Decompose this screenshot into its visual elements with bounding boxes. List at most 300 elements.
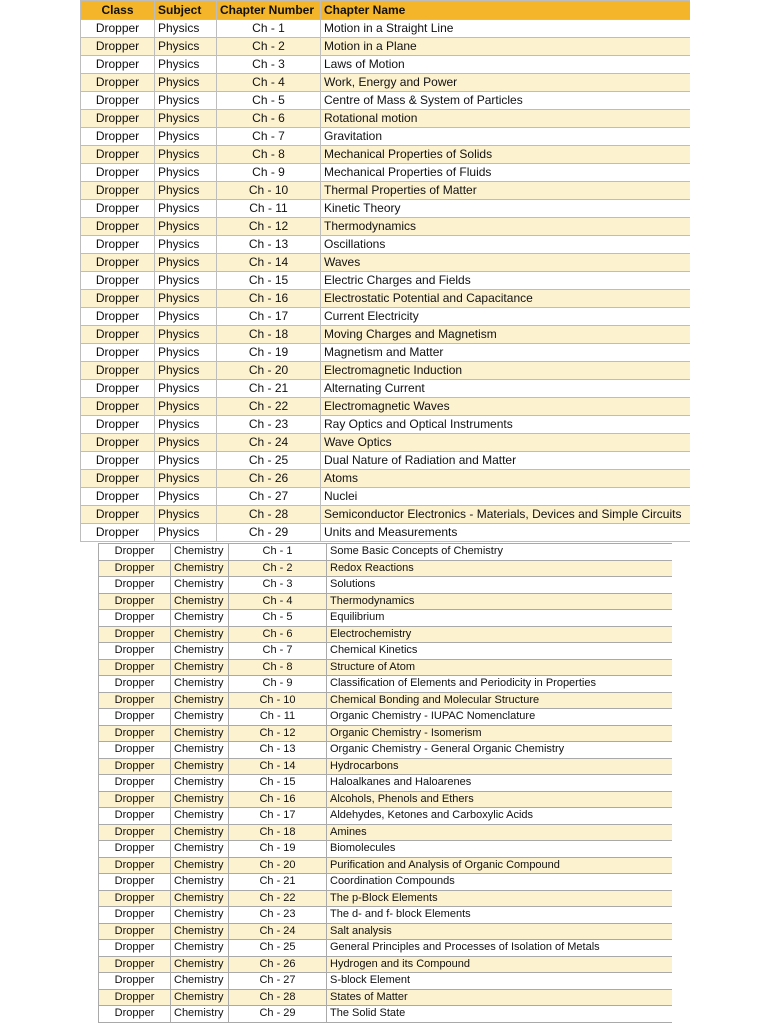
- cell-chapter-number: Ch - 2: [229, 560, 327, 577]
- cell-subject: Chemistry: [171, 610, 229, 627]
- cell-chapter-name: Salt analysis: [327, 923, 673, 940]
- cell-chapter-number: Ch - 23: [217, 416, 321, 434]
- cell-subject: Chemistry: [171, 956, 229, 973]
- cell-chapter-number: Ch - 3: [229, 577, 327, 594]
- cell-chapter-name: Chemical Kinetics: [327, 643, 673, 660]
- cell-subject: Physics: [155, 524, 217, 542]
- table-row: [99, 824, 673, 841]
- cell-class: Dropper: [99, 626, 171, 643]
- table-row: [81, 128, 691, 146]
- header-row: [81, 1, 691, 20]
- cell-chapter-name: Structure of Atom: [327, 659, 673, 676]
- cell-chapter-number: Ch - 14: [229, 758, 327, 775]
- cell-chapter-name: Aldehydes, Ketones and Carboxylic Acids: [327, 808, 673, 825]
- cell-chapter-name: Organic Chemistry - General Organic Chemistry: [327, 742, 673, 759]
- cell-subject: Chemistry: [171, 775, 229, 792]
- cell-subject: Physics: [155, 200, 217, 218]
- physics-chapter-table: [80, 0, 690, 544]
- cell-subject: Physics: [155, 488, 217, 506]
- table-row: [99, 626, 673, 643]
- chemistry-table: [98, 543, 672, 1023]
- cell-chapter-name: Laws of Motion: [321, 56, 691, 74]
- header-chapter-number: Chapter Number: [217, 1, 321, 20]
- cell-chapter-name: Hydrocarbons: [327, 758, 673, 775]
- cell-class: Dropper: [81, 236, 155, 254]
- cell-class: Dropper: [81, 38, 155, 56]
- cell-class: Dropper: [99, 874, 171, 891]
- cell-chapter-number: Ch - 1: [229, 544, 327, 561]
- cell-subject: Physics: [155, 416, 217, 434]
- chemistry-chapter-table: [98, 543, 672, 1024]
- cell-subject: Physics: [155, 182, 217, 200]
- table-row: [99, 1006, 673, 1023]
- cell-subject: Physics: [155, 506, 217, 524]
- cell-class: Dropper: [81, 434, 155, 452]
- cell-chapter-number: Ch - 21: [217, 380, 321, 398]
- cell-subject: Chemistry: [171, 643, 229, 660]
- cell-class: Dropper: [99, 758, 171, 775]
- table-row: [81, 236, 691, 254]
- table-row: [81, 326, 691, 344]
- cell-chapter-number: Ch - 7: [229, 643, 327, 660]
- cell-chapter-number: Ch - 3: [217, 56, 321, 74]
- cell-chapter-name: Units and Measurements: [321, 524, 691, 542]
- cell-subject: Physics: [155, 164, 217, 182]
- table-row: [99, 857, 673, 874]
- table-row: [81, 164, 691, 182]
- cell-chapter-name: Classification of Elements and Periodicity in Properties: [327, 676, 673, 693]
- cell-chapter-name: Electrochemistry: [327, 626, 673, 643]
- cell-subject: Chemistry: [171, 593, 229, 610]
- cell-subject: Physics: [155, 380, 217, 398]
- cell-subject: Chemistry: [171, 890, 229, 907]
- cell-subject: Physics: [155, 308, 217, 326]
- cell-chapter-number: Ch - 16: [217, 290, 321, 308]
- cell-chapter-number: Ch - 14: [217, 254, 321, 272]
- cell-subject: Chemistry: [171, 577, 229, 594]
- cell-chapter-number: Ch - 15: [229, 775, 327, 792]
- cell-chapter-number: Ch - 5: [229, 610, 327, 627]
- table-row: [81, 506, 691, 524]
- cell-chapter-number: Ch - 19: [217, 344, 321, 362]
- cell-subject: Chemistry: [171, 709, 229, 726]
- table-row: [99, 989, 673, 1006]
- cell-chapter-name: The p-Block Elements: [327, 890, 673, 907]
- cell-chapter-name: Thermodynamics: [327, 593, 673, 610]
- cell-chapter-name: Redox Reactions: [327, 560, 673, 577]
- table-row: [99, 659, 673, 676]
- cell-subject: Physics: [155, 362, 217, 380]
- cell-chapter-number: Ch - 23: [229, 907, 327, 924]
- cell-chapter-number: Ch - 18: [229, 824, 327, 841]
- cell-chapter-name: States of Matter: [327, 989, 673, 1006]
- cell-chapter-number: Ch - 29: [217, 524, 321, 542]
- table-row: [81, 56, 691, 74]
- cell-chapter-name: Solutions: [327, 577, 673, 594]
- cell-chapter-name: Amines: [327, 824, 673, 841]
- cell-subject: Chemistry: [171, 725, 229, 742]
- cell-chapter-name: Haloalkanes and Haloarenes: [327, 775, 673, 792]
- cell-chapter-number: Ch - 7: [217, 128, 321, 146]
- cell-chapter-name: Semiconductor Electronics - Materials, Devices and Simple Circuits: [321, 506, 691, 524]
- cell-chapter-number: Ch - 19: [229, 841, 327, 858]
- cell-class: Dropper: [81, 362, 155, 380]
- cell-class: Dropper: [81, 326, 155, 344]
- cell-subject: Physics: [155, 38, 217, 56]
- cell-chapter-number: Ch - 28: [217, 506, 321, 524]
- cell-chapter-name: Organic Chemistry - Isomerism: [327, 725, 673, 742]
- cell-subject: Physics: [155, 218, 217, 236]
- cell-class: Dropper: [99, 890, 171, 907]
- table-row: [81, 218, 691, 236]
- table-row: [81, 362, 691, 380]
- cell-chapter-number: Ch - 27: [217, 488, 321, 506]
- table-row: [99, 775, 673, 792]
- cell-subject: Physics: [155, 110, 217, 128]
- cell-class: Dropper: [81, 380, 155, 398]
- cell-class: Dropper: [81, 398, 155, 416]
- cell-chapter-name: Biomolecules: [327, 841, 673, 858]
- cell-subject: Chemistry: [171, 676, 229, 693]
- cell-chapter-name: Hydrogen and its Compound: [327, 956, 673, 973]
- cell-class: Dropper: [99, 857, 171, 874]
- cell-chapter-name: Work, Energy and Power: [321, 74, 691, 92]
- cell-subject: Chemistry: [171, 626, 229, 643]
- cell-class: Dropper: [81, 524, 155, 542]
- cell-chapter-name: Magnetism and Matter: [321, 344, 691, 362]
- cell-class: Dropper: [81, 308, 155, 326]
- cell-chapter-name: Electric Charges and Fields: [321, 272, 691, 290]
- table-row: [99, 742, 673, 759]
- cell-chapter-number: Ch - 18: [217, 326, 321, 344]
- table-row: [81, 416, 691, 434]
- cell-subject: Chemistry: [171, 857, 229, 874]
- chemistry-table-body: [99, 544, 673, 1023]
- table-row: [99, 643, 673, 660]
- table-row: [99, 725, 673, 742]
- cell-class: Dropper: [81, 344, 155, 362]
- cell-chapter-number: Ch - 13: [229, 742, 327, 759]
- cell-subject: Chemistry: [171, 560, 229, 577]
- cell-chapter-name: Rotational motion: [321, 110, 691, 128]
- cell-chapter-name: Alcohols, Phenols and Ethers: [327, 791, 673, 808]
- cell-chapter-number: Ch - 12: [229, 725, 327, 742]
- cell-chapter-name: Coordination Compounds: [327, 874, 673, 891]
- cell-subject: Chemistry: [171, 940, 229, 957]
- table-row: [99, 544, 673, 561]
- cell-chapter-name: Equilibrium: [327, 610, 673, 627]
- cell-chapter-number: Ch - 5: [217, 92, 321, 110]
- cell-subject: Chemistry: [171, 544, 229, 561]
- cell-chapter-name: Mechanical Properties of Solids: [321, 146, 691, 164]
- cell-chapter-number: Ch - 26: [217, 470, 321, 488]
- cell-subject: Chemistry: [171, 758, 229, 775]
- cell-chapter-name: The d- and f- block Elements: [327, 907, 673, 924]
- cell-chapter-number: Ch - 9: [229, 676, 327, 693]
- cell-chapter-name: Dual Nature of Radiation and Matter: [321, 452, 691, 470]
- table-row: [99, 808, 673, 825]
- cell-chapter-name: Moving Charges and Magnetism: [321, 326, 691, 344]
- cell-class: Dropper: [81, 20, 155, 38]
- cell-chapter-name: Motion in a Straight Line: [321, 20, 691, 38]
- cell-class: Dropper: [81, 182, 155, 200]
- cell-class: Dropper: [81, 74, 155, 92]
- cell-subject: Chemistry: [171, 824, 229, 841]
- cell-chapter-name: Waves: [321, 254, 691, 272]
- cell-class: Dropper: [99, 725, 171, 742]
- cell-class: Dropper: [99, 709, 171, 726]
- header-chapter-name: Chapter Name: [321, 1, 691, 20]
- cell-chapter-number: Ch - 17: [229, 808, 327, 825]
- cell-chapter-number: Ch - 4: [229, 593, 327, 610]
- cell-chapter-number: Ch - 16: [229, 791, 327, 808]
- cell-chapter-number: Ch - 15: [217, 272, 321, 290]
- cell-class: Dropper: [99, 940, 171, 957]
- cell-chapter-number: Ch - 20: [229, 857, 327, 874]
- cell-chapter-name: The Solid State: [327, 1006, 673, 1023]
- table-row: [99, 923, 673, 940]
- cell-subject: Physics: [155, 434, 217, 452]
- cell-chapter-number: Ch - 26: [229, 956, 327, 973]
- table-row: [81, 434, 691, 452]
- cell-chapter-number: Ch - 29: [229, 1006, 327, 1023]
- table-row: [81, 488, 691, 506]
- cell-chapter-number: Ch - 9: [217, 164, 321, 182]
- cell-subject: Chemistry: [171, 989, 229, 1006]
- cell-chapter-name: Centre of Mass & System of Particles: [321, 92, 691, 110]
- cell-class: Dropper: [99, 544, 171, 561]
- table-row: [99, 577, 673, 594]
- cell-chapter-number: Ch - 13: [217, 236, 321, 254]
- cell-chapter-number: Ch - 17: [217, 308, 321, 326]
- cell-class: Dropper: [99, 775, 171, 792]
- cell-chapter-name: Electromagnetic Waves: [321, 398, 691, 416]
- table-row: [99, 973, 673, 990]
- cell-class: Dropper: [99, 676, 171, 693]
- cell-class: Dropper: [81, 470, 155, 488]
- cell-subject: Physics: [155, 254, 217, 272]
- table-row: [81, 182, 691, 200]
- cell-chapter-number: Ch - 8: [217, 146, 321, 164]
- cell-chapter-number: Ch - 22: [229, 890, 327, 907]
- table-row: [81, 470, 691, 488]
- cell-chapter-number: Ch - 12: [217, 218, 321, 236]
- cell-class: Dropper: [99, 923, 171, 940]
- cell-class: Dropper: [99, 956, 171, 973]
- cell-subject: Physics: [155, 74, 217, 92]
- table-row: [99, 560, 673, 577]
- cell-class: Dropper: [99, 560, 171, 577]
- header-subject: Subject: [155, 1, 217, 20]
- cell-class: Dropper: [81, 92, 155, 110]
- cell-subject: Physics: [155, 20, 217, 38]
- cell-chapter-name: Purification and Analysis of Organic Compound: [327, 857, 673, 874]
- cell-chapter-name: Thermodynamics: [321, 218, 691, 236]
- cell-subject: Physics: [155, 128, 217, 146]
- cell-chapter-name: General Principles and Processes of Isolation of Metals: [327, 940, 673, 957]
- cell-class: Dropper: [81, 254, 155, 272]
- cell-class: Dropper: [99, 1006, 171, 1023]
- cell-chapter-name: Motion in a Plane: [321, 38, 691, 56]
- cell-chapter-name: Atoms: [321, 470, 691, 488]
- cell-chapter-name: Chemical Bonding and Molecular Structure: [327, 692, 673, 709]
- cell-class: Dropper: [99, 593, 171, 610]
- cell-chapter-name: Mechanical Properties of Fluids: [321, 164, 691, 182]
- cell-chapter-number: Ch - 1: [217, 20, 321, 38]
- cell-subject: Chemistry: [171, 907, 229, 924]
- cell-chapter-name: Wave Optics: [321, 434, 691, 452]
- cell-chapter-name: Electrostatic Potential and Capacitance: [321, 290, 691, 308]
- table-row: [81, 290, 691, 308]
- cell-class: Dropper: [81, 56, 155, 74]
- physics-table-body: [81, 20, 691, 542]
- cell-class: Dropper: [99, 610, 171, 627]
- cell-class: Dropper: [99, 742, 171, 759]
- cell-chapter-number: Ch - 6: [217, 110, 321, 128]
- cell-subject: Chemistry: [171, 923, 229, 940]
- cell-chapter-name: Organic Chemistry - IUPAC Nomenclature: [327, 709, 673, 726]
- cell-subject: Physics: [155, 290, 217, 308]
- cell-subject: Chemistry: [171, 692, 229, 709]
- header-class: Class: [81, 1, 155, 20]
- cell-subject: Chemistry: [171, 742, 229, 759]
- cell-class: Dropper: [81, 506, 155, 524]
- cell-class: Dropper: [81, 164, 155, 182]
- cell-chapter-number: Ch - 8: [229, 659, 327, 676]
- cell-class: Dropper: [99, 824, 171, 841]
- table-row: [81, 20, 691, 38]
- cell-chapter-number: Ch - 4: [217, 74, 321, 92]
- cell-chapter-number: Ch - 27: [229, 973, 327, 990]
- table-row: [81, 74, 691, 92]
- table-row: [81, 380, 691, 398]
- cell-class: Dropper: [81, 452, 155, 470]
- table-row: [81, 110, 691, 128]
- table-row: [81, 272, 691, 290]
- table-row: [81, 524, 691, 542]
- cell-subject: Chemistry: [171, 791, 229, 808]
- cell-subject: Physics: [155, 56, 217, 74]
- cell-class: Dropper: [99, 808, 171, 825]
- table-row: [81, 146, 691, 164]
- physics-table: [80, 0, 690, 542]
- cell-class: Dropper: [81, 416, 155, 434]
- cell-subject: Chemistry: [171, 659, 229, 676]
- cell-chapter-number: Ch - 21: [229, 874, 327, 891]
- cell-chapter-name: Alternating Current: [321, 380, 691, 398]
- cell-chapter-number: Ch - 2: [217, 38, 321, 56]
- cell-chapter-number: Ch - 20: [217, 362, 321, 380]
- table-row: [99, 610, 673, 627]
- cell-chapter-name: Electromagnetic Induction: [321, 362, 691, 380]
- cell-subject: Physics: [155, 146, 217, 164]
- table-row: [81, 92, 691, 110]
- table-row: [81, 452, 691, 470]
- cell-chapter-name: Kinetic Theory: [321, 200, 691, 218]
- table-row: [99, 874, 673, 891]
- cell-subject: Chemistry: [171, 1006, 229, 1023]
- table-row: [99, 709, 673, 726]
- cell-chapter-name: S-block Element: [327, 973, 673, 990]
- cell-chapter-number: Ch - 10: [217, 182, 321, 200]
- cell-chapter-name: Current Electricity: [321, 308, 691, 326]
- cell-chapter-number: Ch - 24: [217, 434, 321, 452]
- cell-class: Dropper: [99, 841, 171, 858]
- table-row: [99, 956, 673, 973]
- table-row: [81, 398, 691, 416]
- cell-subject: Physics: [155, 344, 217, 362]
- cell-chapter-number: Ch - 11: [217, 200, 321, 218]
- cell-class: Dropper: [99, 907, 171, 924]
- cell-class: Dropper: [99, 791, 171, 808]
- cell-class: Dropper: [81, 128, 155, 146]
- cell-subject: Physics: [155, 326, 217, 344]
- cell-subject: Chemistry: [171, 973, 229, 990]
- table-row: [81, 344, 691, 362]
- table-row: [99, 758, 673, 775]
- cell-subject: Chemistry: [171, 874, 229, 891]
- table-row: [99, 841, 673, 858]
- cell-class: Dropper: [81, 110, 155, 128]
- cell-chapter-name: Nuclei: [321, 488, 691, 506]
- cell-chapter-number: Ch - 24: [229, 923, 327, 940]
- cell-chapter-number: Ch - 25: [217, 452, 321, 470]
- cell-class: Dropper: [81, 200, 155, 218]
- cell-class: Dropper: [99, 643, 171, 660]
- table-row: [81, 254, 691, 272]
- table-row: [81, 200, 691, 218]
- cell-class: Dropper: [99, 989, 171, 1006]
- cell-chapter-name: Gravitation: [321, 128, 691, 146]
- cell-chapter-name: Ray Optics and Optical Instruments: [321, 416, 691, 434]
- cell-subject: Physics: [155, 272, 217, 290]
- table-row: [99, 593, 673, 610]
- cell-chapter-number: Ch - 25: [229, 940, 327, 957]
- cell-chapter-name: Oscillations: [321, 236, 691, 254]
- cell-class: Dropper: [99, 973, 171, 990]
- cell-subject: Chemistry: [171, 808, 229, 825]
- cell-subject: Physics: [155, 398, 217, 416]
- table-row: [99, 907, 673, 924]
- table-row: [99, 692, 673, 709]
- table-row: [99, 676, 673, 693]
- cell-class: Dropper: [81, 218, 155, 236]
- cell-chapter-name: Some Basic Concepts of Chemistry: [327, 544, 673, 561]
- cell-class: Dropper: [99, 659, 171, 676]
- cell-chapter-number: Ch - 22: [217, 398, 321, 416]
- cell-class: Dropper: [81, 146, 155, 164]
- cell-class: Dropper: [81, 272, 155, 290]
- table-row: [99, 940, 673, 957]
- table-row: [81, 38, 691, 56]
- table-row: [99, 890, 673, 907]
- cell-subject: Physics: [155, 236, 217, 254]
- cell-chapter-number: Ch - 28: [229, 989, 327, 1006]
- cell-chapter-number: Ch - 11: [229, 709, 327, 726]
- cell-class: Dropper: [99, 692, 171, 709]
- table-row: [99, 791, 673, 808]
- cell-chapter-number: Ch - 10: [229, 692, 327, 709]
- cell-subject: Chemistry: [171, 841, 229, 858]
- cell-subject: Physics: [155, 452, 217, 470]
- cell-chapter-name: Thermal Properties of Matter: [321, 182, 691, 200]
- cell-subject: Physics: [155, 470, 217, 488]
- cell-class: Dropper: [81, 488, 155, 506]
- cell-class: Dropper: [81, 290, 155, 308]
- table-row: [81, 308, 691, 326]
- cell-chapter-number: Ch - 6: [229, 626, 327, 643]
- cell-subject: Physics: [155, 92, 217, 110]
